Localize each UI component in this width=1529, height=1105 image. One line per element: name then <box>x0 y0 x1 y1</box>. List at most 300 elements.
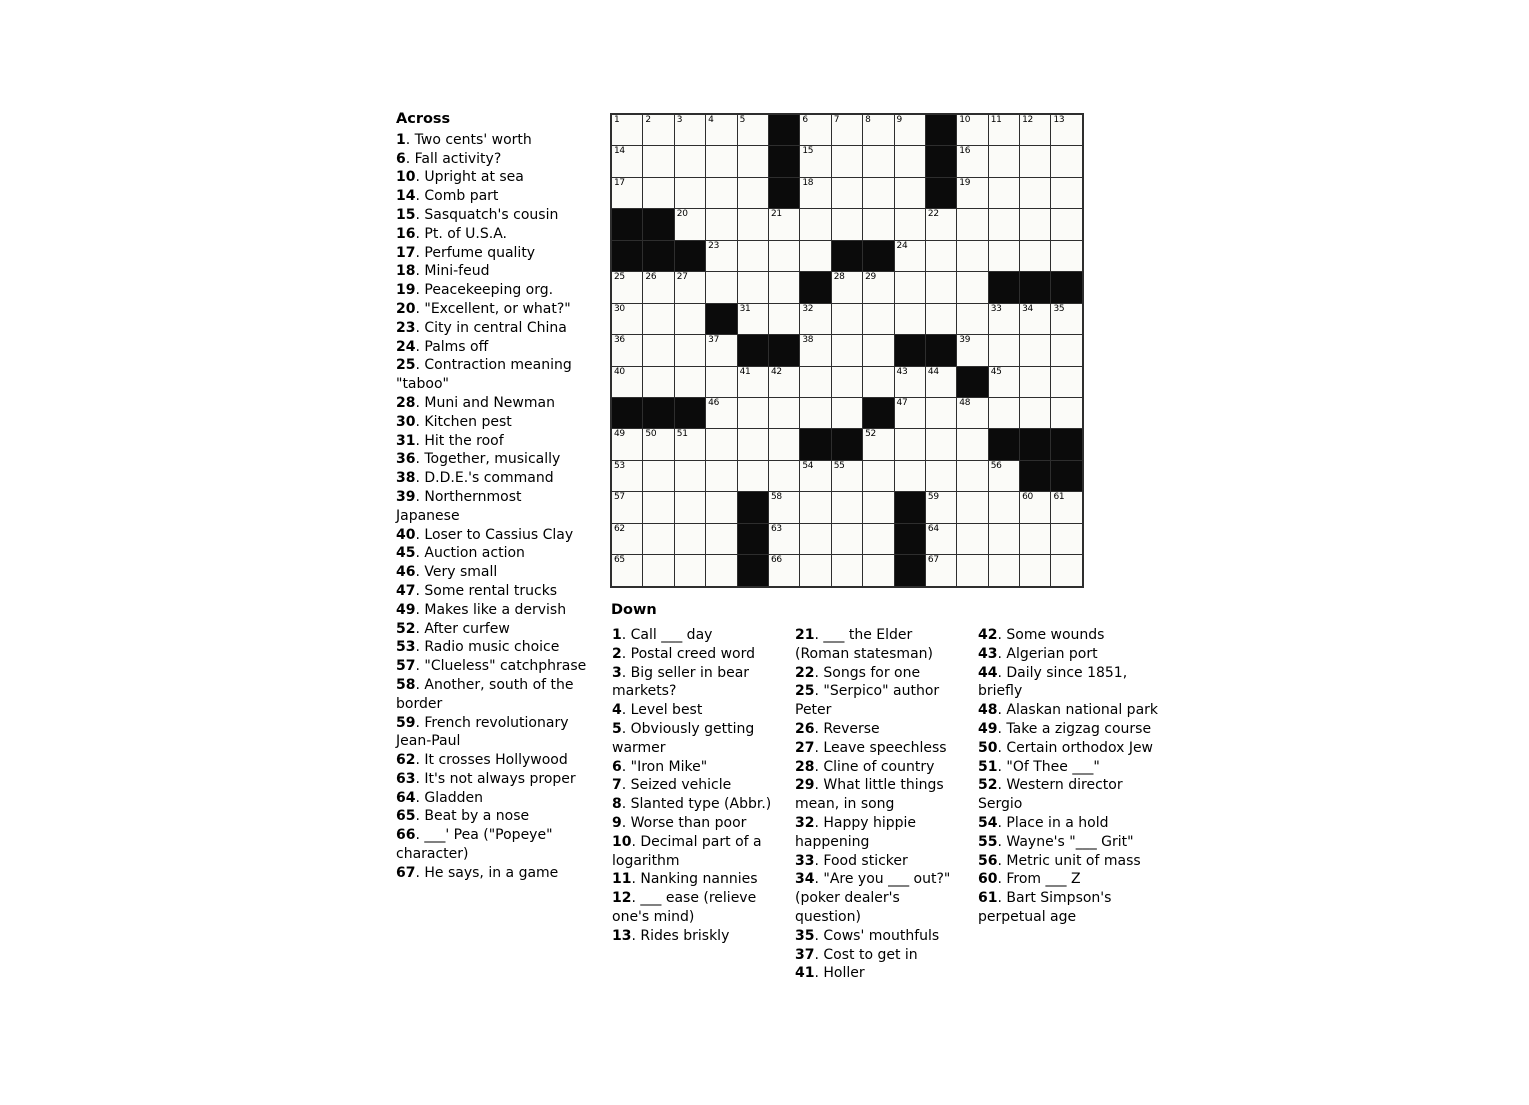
grid-cell[interactable] <box>612 524 642 554</box>
grid-cell[interactable] <box>832 335 862 365</box>
grid-cell[interactable] <box>989 335 1019 365</box>
grid-cell[interactable] <box>1051 524 1081 554</box>
grid-cell[interactable] <box>706 241 736 271</box>
grid-cell[interactable] <box>643 461 673 491</box>
cell-number: 30 <box>614 303 625 314</box>
grid-cell[interactable] <box>926 272 956 302</box>
grid-cell[interactable] <box>800 209 830 239</box>
grid-cell-black <box>1051 272 1081 302</box>
grid-cell[interactable] <box>957 241 987 271</box>
grid-cell[interactable] <box>769 304 799 334</box>
grid-cell[interactable] <box>738 178 768 208</box>
grid-cell[interactable] <box>1020 178 1050 208</box>
grid-cell[interactable] <box>926 367 956 397</box>
grid-cell[interactable] <box>706 335 736 365</box>
grid-cell[interactable] <box>832 555 862 585</box>
grid-cell-black <box>989 429 1019 459</box>
clue-number: 17 <box>396 244 416 261</box>
clue-number: 36 <box>396 451 416 468</box>
grid-cell[interactable] <box>957 398 987 428</box>
grid-cell[interactable] <box>1020 335 1050 365</box>
grid-cell[interactable] <box>957 492 987 522</box>
clue-down-3: 3. Big seller in bear markets? <box>612 664 750 700</box>
grid-cell[interactable] <box>989 524 1019 554</box>
cell-number: 25 <box>614 272 625 283</box>
grid-cell-black <box>895 524 925 554</box>
grid-cell[interactable] <box>706 461 736 491</box>
cell-number: 24 <box>896 240 908 251</box>
grid-cell[interactable] <box>895 115 925 145</box>
clue-number: 32 <box>795 814 815 831</box>
grid-cell[interactable] <box>675 524 705 554</box>
grid-cell[interactable] <box>800 367 830 397</box>
cell-number: 4 <box>708 115 714 125</box>
clue-number: 38 <box>396 470 416 487</box>
clue-down-51: 51. "Of Thee ___" <box>978 758 1100 775</box>
grid-cell[interactable] <box>675 304 705 334</box>
grid-cell-black <box>895 555 925 585</box>
grid-cell[interactable] <box>769 429 799 459</box>
grid-cell[interactable] <box>800 524 830 554</box>
clue-number: 3 <box>612 664 622 681</box>
grid-cell[interactable] <box>1051 209 1081 239</box>
grid-cell[interactable] <box>675 209 705 239</box>
grid-cell[interactable] <box>706 272 736 302</box>
grid-cell[interactable] <box>643 178 673 208</box>
clue-down-26: 26. Reverse <box>795 720 880 737</box>
grid-cell[interactable] <box>989 241 1019 271</box>
clue-number: 41 <box>795 965 815 982</box>
grid-cell-black <box>800 272 830 302</box>
grid-cell[interactable] <box>643 335 673 365</box>
grid-cell[interactable] <box>706 555 736 585</box>
clue-number: 52 <box>396 620 416 637</box>
cell-number: 51 <box>676 429 688 440</box>
grid-cell[interactable] <box>957 524 987 554</box>
grid-cell[interactable] <box>675 146 705 176</box>
grid-cell[interactable] <box>769 241 799 271</box>
grid-cell[interactable] <box>769 555 799 585</box>
clue-number: 15 <box>396 206 416 223</box>
clue-across-53: 53. Radio music choice <box>396 639 560 656</box>
clue-number: 11 <box>612 871 632 888</box>
grid-cell[interactable] <box>863 304 893 334</box>
grid-cell[interactable] <box>989 492 1019 522</box>
clue-down-8: 8. Slanted type (Abbr.) <box>612 796 772 813</box>
grid-cell[interactable] <box>832 492 862 522</box>
grid-cell[interactable] <box>675 461 705 491</box>
cell-number: 23 <box>708 240 720 251</box>
grid-cell[interactable] <box>1051 398 1081 428</box>
grid-cell[interactable] <box>769 367 799 397</box>
grid-cell[interactable] <box>675 178 705 208</box>
grid-cell[interactable] <box>612 555 642 585</box>
grid-cell[interactable] <box>800 115 830 145</box>
grid-cell[interactable] <box>706 398 736 428</box>
clue-down-56: 56. Metric unit of mass <box>978 852 1141 869</box>
grid-cell[interactable] <box>800 555 830 585</box>
down-header: Down <box>611 602 657 618</box>
clue-number: 47 <box>396 582 416 599</box>
cell-number: 58 <box>770 492 782 503</box>
cell-number: 39 <box>959 335 971 346</box>
grid-cell[interactable] <box>1020 367 1050 397</box>
cell-number: 37 <box>708 335 720 346</box>
grid-cell[interactable] <box>675 115 705 145</box>
grid-cell[interactable] <box>738 304 768 334</box>
grid-cell[interactable] <box>706 429 736 459</box>
grid-cell[interactable] <box>800 146 830 176</box>
clue-across-57: 57. "Clueless" catchphrase <box>396 658 587 675</box>
grid-cell[interactable] <box>769 524 799 554</box>
cell-number: 61 <box>1053 492 1065 503</box>
grid-cell[interactable] <box>926 209 956 239</box>
grid-cell[interactable] <box>926 555 956 585</box>
grid-cell[interactable] <box>926 429 956 459</box>
grid-cell[interactable] <box>832 304 862 334</box>
clue-number: 28 <box>795 758 815 775</box>
grid-cell[interactable] <box>895 272 925 302</box>
grid-cell[interactable] <box>926 492 956 522</box>
grid-cell[interactable] <box>643 146 673 176</box>
cell-number: 11 <box>990 115 1002 125</box>
grid-cell[interactable] <box>863 178 893 208</box>
grid-cell[interactable] <box>957 304 987 334</box>
grid-cell[interactable] <box>957 429 987 459</box>
grid-cell[interactable] <box>895 461 925 491</box>
grid-cell-black <box>832 241 862 271</box>
grid-cell[interactable] <box>957 335 987 365</box>
grid-cell[interactable] <box>800 178 830 208</box>
grid-cell[interactable] <box>706 492 736 522</box>
grid-cell[interactable] <box>863 272 893 302</box>
clue-across-58: 58. Another, south of the border <box>396 676 574 712</box>
clue-number: 22 <box>795 664 815 681</box>
cell-number: 3 <box>676 115 683 125</box>
grid-cell[interactable] <box>643 115 673 145</box>
clue-across-10: 10. Upright at sea <box>396 169 524 186</box>
grid-cell[interactable] <box>1051 178 1081 208</box>
grid-cell[interactable] <box>895 241 925 271</box>
grid-cell[interactable] <box>1020 555 1050 585</box>
grid-cell[interactable] <box>832 178 862 208</box>
cell-number: 5 <box>739 115 745 125</box>
grid-cell[interactable] <box>738 398 768 428</box>
clue-number: 63 <box>396 770 416 787</box>
grid-cell[interactable] <box>895 209 925 239</box>
grid-cell[interactable] <box>989 115 1019 145</box>
clue-number: 56 <box>978 852 998 869</box>
grid-cell[interactable] <box>1020 241 1050 271</box>
grid-cell[interactable] <box>643 367 673 397</box>
clue-across-47: 47. Some rental trucks <box>396 582 558 599</box>
grid-cell[interactable] <box>769 209 799 239</box>
grid-cell[interactable] <box>706 146 736 176</box>
grid-cell[interactable] <box>769 461 799 491</box>
clue-across-1: 1. Two cents' worth <box>396 131 532 148</box>
grid-cell[interactable] <box>832 367 862 397</box>
grid-cell[interactable] <box>738 115 768 145</box>
grid-cell[interactable] <box>957 146 987 176</box>
grid-cell[interactable] <box>675 272 705 302</box>
grid-cell[interactable] <box>800 241 830 271</box>
clue-number: 61 <box>978 890 998 907</box>
grid-cell[interactable] <box>957 555 987 585</box>
cell-number: 67 <box>927 555 939 566</box>
grid-cell[interactable] <box>612 367 642 397</box>
grid-cell[interactable] <box>989 367 1019 397</box>
clue-number: 24 <box>396 338 416 355</box>
cell-number: 42 <box>770 366 782 377</box>
clue-number: 2 <box>612 645 622 662</box>
clue-number: 7 <box>612 777 622 794</box>
clue-number: 59 <box>396 714 416 731</box>
grid-cell[interactable] <box>706 115 736 145</box>
grid-cell[interactable] <box>957 461 987 491</box>
grid-cell[interactable] <box>612 304 642 334</box>
grid-cell[interactable] <box>643 304 673 334</box>
clue-down-44: 44. Daily since 1851, briefly <box>978 664 1128 700</box>
grid-cell[interactable] <box>612 335 642 365</box>
grid-cell[interactable] <box>863 492 893 522</box>
cell-number: 18 <box>802 177 814 188</box>
cell-number: 7 <box>833 115 840 125</box>
crossword-grid <box>610 113 1084 588</box>
grid-cell[interactable] <box>612 272 642 302</box>
grid-cell[interactable] <box>612 492 642 522</box>
cell-number: 40 <box>614 366 625 377</box>
clue-number: 45 <box>396 545 416 562</box>
grid-cell[interactable] <box>675 335 705 365</box>
clue-across-25: 25. Contraction meaning "taboo" <box>396 357 572 393</box>
grid-cell[interactable] <box>1020 492 1050 522</box>
grid-cell[interactable] <box>895 304 925 334</box>
grid-cell[interactable] <box>738 429 768 459</box>
grid-cell[interactable] <box>612 178 642 208</box>
cell-number: 22 <box>927 209 939 220</box>
grid-cell[interactable] <box>832 398 862 428</box>
cell-number: 49 <box>614 429 625 440</box>
clue-down-29: 29. What little things mean, in song <box>795 777 944 813</box>
grid-cell[interactable] <box>863 555 893 585</box>
clue-number: 12 <box>612 890 632 907</box>
cell-number: 14 <box>614 146 625 157</box>
clue-number: 49 <box>978 720 998 737</box>
grid-cell[interactable] <box>643 272 673 302</box>
clue-across-31: 31. Hit the roof <box>396 432 504 449</box>
grid-cell[interactable] <box>863 524 893 554</box>
cell-number: 9 <box>896 115 902 125</box>
grid-cell[interactable] <box>738 146 768 176</box>
clue-down-5: 5. Obviously getting warmer <box>612 720 755 756</box>
clue-down-22: 22. Songs for one <box>795 664 921 681</box>
grid-cell[interactable] <box>863 429 893 459</box>
grid-cell[interactable] <box>832 524 862 554</box>
grid-cell-black <box>957 367 987 397</box>
clue-number: 8 <box>612 796 622 813</box>
grid-cell[interactable] <box>612 115 642 145</box>
grid-cell-black <box>738 492 768 522</box>
grid-cell[interactable] <box>643 429 673 459</box>
grid-cell[interactable] <box>957 209 987 239</box>
grid-cell[interactable] <box>800 492 830 522</box>
clue-down-54: 54. Place in a hold <box>978 814 1109 831</box>
clue-down-50: 50. Certain orthodox Jew <box>978 739 1154 756</box>
cell-number: 28 <box>833 272 845 283</box>
grid-cell[interactable] <box>800 461 830 491</box>
grid-cell[interactable] <box>1020 209 1050 239</box>
grid-cell-black <box>895 335 925 365</box>
grid-cell[interactable] <box>895 398 925 428</box>
clue-number: 49 <box>396 601 416 618</box>
grid-cell[interactable] <box>1020 524 1050 554</box>
grid-cell[interactable] <box>895 146 925 176</box>
grid-cell[interactable] <box>957 115 987 145</box>
grid-cell[interactable] <box>926 241 956 271</box>
grid-cell[interactable] <box>643 524 673 554</box>
grid-cell[interactable] <box>706 524 736 554</box>
grid-cell[interactable] <box>643 492 673 522</box>
clue-down-34: 34. "Are you ___ out?" (poker dealer's question) <box>795 871 951 925</box>
across-clue-list <box>396 131 588 883</box>
grid-cell[interactable] <box>612 429 642 459</box>
grid-cell[interactable] <box>989 555 1019 585</box>
grid-cell[interactable] <box>989 209 1019 239</box>
grid-cell[interactable] <box>800 335 830 365</box>
grid-cell[interactable] <box>1051 304 1081 334</box>
clue-number: 55 <box>978 833 998 850</box>
grid-cell[interactable] <box>895 429 925 459</box>
clue-across-15: 15. Sasquatch's cousin <box>396 206 559 223</box>
grid-cell-black <box>612 241 642 271</box>
clue-across-45: 45. Auction action <box>396 545 525 562</box>
grid-cell[interactable] <box>706 178 736 208</box>
clue-across-63: 63. It's not always proper <box>396 770 576 787</box>
grid-cell[interactable] <box>738 241 768 271</box>
clue-across-52: 52. After curfew <box>396 620 510 637</box>
clue-number: 53 <box>396 639 416 656</box>
grid-cell[interactable] <box>957 178 987 208</box>
grid-cell[interactable] <box>1051 335 1081 365</box>
clue-number: 29 <box>795 777 815 794</box>
grid-cell[interactable] <box>1051 146 1081 176</box>
grid-cell[interactable] <box>675 555 705 585</box>
grid-cell[interactable] <box>1051 555 1081 585</box>
clue-across-49: 49. Makes like a dervish <box>396 601 567 618</box>
grid-cell[interactable] <box>832 115 862 145</box>
grid-cell[interactable] <box>926 398 956 428</box>
clue-down-10: 10. Decimal part of a logarithm <box>612 833 762 869</box>
grid-cell[interactable] <box>989 146 1019 176</box>
grid-cell[interactable] <box>800 304 830 334</box>
grid-cell[interactable] <box>863 146 893 176</box>
cell-number: 32 <box>802 303 814 314</box>
grid-cell[interactable] <box>989 304 1019 334</box>
grid-cell[interactable] <box>769 492 799 522</box>
grid-cell[interactable] <box>800 398 830 428</box>
clue-down-37: 37. Cost to get in <box>795 946 918 963</box>
clue-number: 30 <box>396 413 416 430</box>
grid-cell[interactable] <box>738 461 768 491</box>
cell-number: 66 <box>770 555 782 566</box>
grid-cell[interactable] <box>769 398 799 428</box>
clue-across-6: 6. Fall activity? <box>396 150 502 167</box>
grid-cell[interactable] <box>926 524 956 554</box>
grid-cell[interactable] <box>832 461 862 491</box>
grid-cell[interactable] <box>863 209 893 239</box>
grid-cell[interactable] <box>1051 241 1081 271</box>
grid-cell[interactable] <box>1020 398 1050 428</box>
grid-cell[interactable] <box>675 492 705 522</box>
grid-cell[interactable] <box>989 461 1019 491</box>
grid-cell[interactable] <box>769 272 799 302</box>
grid-cell[interactable] <box>1051 367 1081 397</box>
grid-cell[interactable] <box>926 461 956 491</box>
grid-cell[interactable] <box>1020 146 1050 176</box>
grid-cell[interactable] <box>612 461 642 491</box>
clue-down-41: 41. Holler <box>795 965 865 982</box>
grid-cell[interactable] <box>612 146 642 176</box>
grid-cell[interactable] <box>643 555 673 585</box>
grid-cell[interactable] <box>895 367 925 397</box>
grid-cell[interactable] <box>832 209 862 239</box>
clue-down-49: 49. Take a zigzag course <box>978 720 1152 737</box>
across-panel <box>396 110 588 883</box>
grid-cell[interactable] <box>1051 115 1081 145</box>
grid-cell[interactable] <box>706 209 736 239</box>
grid-cell[interactable] <box>832 146 862 176</box>
grid-cell-black <box>706 304 736 334</box>
grid-cell[interactable] <box>1051 492 1081 522</box>
across-header: Across <box>396 111 451 127</box>
cell-number: 13 <box>1053 115 1065 125</box>
grid-cell[interactable] <box>989 178 1019 208</box>
grid-cell-black <box>769 335 799 365</box>
grid-cell[interactable] <box>1020 115 1050 145</box>
grid-cell[interactable] <box>706 367 736 397</box>
grid-cell[interactable] <box>675 367 705 397</box>
grid-cell[interactable] <box>1020 304 1050 334</box>
grid-cell[interactable] <box>926 304 956 334</box>
clue-number: 39 <box>396 488 416 505</box>
grid-cell[interactable] <box>675 429 705 459</box>
grid-cell[interactable] <box>863 461 893 491</box>
grid-cell[interactable] <box>738 272 768 302</box>
grid-cell[interactable] <box>957 272 987 302</box>
clue-number: 14 <box>396 188 416 205</box>
cell-number: 65 <box>614 555 625 566</box>
grid-cell[interactable] <box>863 367 893 397</box>
clue-number: 33 <box>795 852 815 869</box>
clue-down-33: 33. Food sticker <box>795 852 908 869</box>
grid-cell[interactable] <box>832 272 862 302</box>
clue-across-40: 40. Loser to Cassius Clay <box>396 526 574 543</box>
clue-down-11: 11. Nanking nannies <box>612 871 758 888</box>
grid-cell[interactable] <box>863 115 893 145</box>
clue-number: 50 <box>978 739 998 756</box>
grid-cell[interactable] <box>895 178 925 208</box>
grid-cell[interactable] <box>989 398 1019 428</box>
cell-number: 34 <box>1022 303 1033 314</box>
clue-number: 25 <box>795 683 815 700</box>
clue-down-61: 61. Bart Simpson's perpetual age <box>978 890 1112 925</box>
clue-across-14: 14. Comb part <box>396 188 499 205</box>
clue-across-65: 65. Beat by a nose <box>396 808 530 825</box>
grid-cell[interactable] <box>738 367 768 397</box>
grid-cell[interactable] <box>863 335 893 365</box>
clue-number: 21 <box>795 627 815 643</box>
grid-cell[interactable] <box>738 209 768 239</box>
